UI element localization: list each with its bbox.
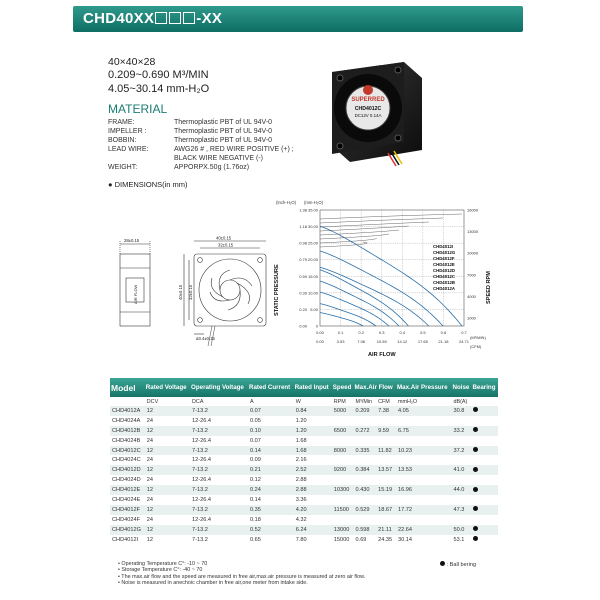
table-cell: CHD4024E <box>112 496 141 503</box>
table-cell <box>471 426 498 436</box>
table-cell: 0.14 <box>248 446 294 456</box>
table-cell <box>471 446 498 456</box>
table-cell: 0.529 <box>354 505 377 515</box>
table-cell <box>471 505 498 515</box>
table-cell: CHD4012E <box>110 485 145 495</box>
legend-item: CHD4012I <box>433 244 454 249</box>
material-row: BOBBIN: Thermoplastic PBT of UL 94V-0 <box>108 137 273 144</box>
table-cell <box>354 416 377 426</box>
front-inner-label: 32±0.15 <box>218 242 234 248</box>
table-header-row <box>110 378 498 397</box>
y2-axis-label: SPEED RPM <box>486 271 492 304</box>
table-cell <box>376 455 396 465</box>
table-cell <box>354 495 377 505</box>
table-cell: 8000 <box>332 446 354 456</box>
brand-logo-icon <box>363 85 373 95</box>
y-tick-inch: 0.20 <box>299 306 307 312</box>
table-cell: 0.14 <box>249 496 261 503</box>
col-operating-voltage: Operating Voltage <box>190 378 248 397</box>
note-line: • Noise is measured in anechoic chamber in free air,one meter from intake side. <box>118 580 308 587</box>
table-cell <box>471 416 498 426</box>
x-axis-label: AIR FLOW <box>368 352 396 358</box>
table-cell: 0.209 <box>354 406 377 416</box>
table-cell <box>452 455 472 465</box>
table-cell <box>471 475 498 485</box>
table-cell: 4.05 <box>396 406 452 416</box>
table-cell <box>396 436 452 446</box>
table-cell: CHD4012A <box>110 406 145 416</box>
table-cell: 9200 <box>332 465 354 475</box>
x-tick-cmm: 0.4 <box>399 330 406 335</box>
table-cell <box>452 475 472 485</box>
table-row <box>110 525 498 535</box>
table-cell: 24 <box>146 516 154 523</box>
table-cell: 4.32 <box>295 516 307 523</box>
y-tick-inch: 0.00 <box>299 323 307 329</box>
table-cell: 0.05 <box>249 417 261 424</box>
y-tick-inch: 0.39 <box>299 290 307 296</box>
ball-bearing-icon <box>473 467 478 472</box>
table-cell: CHD4024A <box>112 417 141 424</box>
table-cell: 11.82 <box>376 446 396 456</box>
y-tick-mm: 15.00 <box>307 273 318 279</box>
rpm-ticks <box>467 208 479 321</box>
table-cell <box>332 436 354 446</box>
dimensions-heading: ● DIMENSIONS(in mm) <box>108 180 188 189</box>
table-cell: 15.19 <box>376 485 396 495</box>
y-tick-inch: 0.59 <box>299 273 307 279</box>
table-cell: CHD4024F <box>112 516 140 523</box>
table-cell <box>396 495 452 505</box>
rpm-tick: 7000 <box>467 272 476 278</box>
table-cell: CHD4024C <box>112 457 141 464</box>
x-tick-cfm: 14.12 <box>397 339 408 344</box>
rpm-tick: 13000 <box>467 229 479 235</box>
table-cell: 0.10 <box>248 426 294 436</box>
table-cell: 0.52 <box>248 525 294 535</box>
table-cell: 0.07 <box>248 406 294 416</box>
table-cell <box>332 416 354 426</box>
table-cell: 22.64 <box>396 525 452 535</box>
table-cell: dB(A) <box>453 398 468 405</box>
x-tick-cfm: 10.59 <box>376 339 387 344</box>
table-cell: DCA <box>192 398 204 405</box>
y-tick-mm: 5.00 <box>310 306 318 312</box>
table-cell <box>471 515 498 525</box>
table-cell: 1.20 <box>294 426 332 436</box>
table-cell: 13000 <box>332 525 354 535</box>
table-cell <box>452 495 472 505</box>
ball-bearing-icon <box>473 407 478 412</box>
legend-item: CHD4012G <box>433 250 456 255</box>
rpm-tick: 10000 <box>467 250 479 256</box>
table-cell: 12 <box>145 446 190 456</box>
x-tick-cmm: 0.1 <box>337 330 344 335</box>
table-cell <box>471 535 498 545</box>
table-cell: 44.0 <box>452 485 472 495</box>
table-row <box>110 436 498 446</box>
bearing-legend: : Ball bering <box>440 561 476 568</box>
rpm-tick: 1000 <box>467 315 476 321</box>
table-cell: mmH₂O <box>397 398 418 405</box>
table-cell: 50.0 <box>452 525 472 535</box>
table-cell: 0.21 <box>248 465 294 475</box>
table-cell: CHD4012C <box>110 446 145 456</box>
table-body <box>110 397 498 544</box>
table-cell <box>471 397 498 406</box>
ball-bearing-icon <box>473 506 478 511</box>
material-row: LEAD WIRE: AWG26 # , RED WIRE POSITIVE (+) ; <box>108 146 294 153</box>
spec-size: 40×40×28 <box>108 56 156 68</box>
col-noise: Noise <box>452 378 472 397</box>
table-cell: 6.75 <box>396 426 452 436</box>
y-tick-inch: 1.18 <box>299 224 307 230</box>
table-cell: 0.07 <box>249 437 261 444</box>
table-cell: W <box>295 398 301 405</box>
table-cell: 21.11 <box>376 525 396 535</box>
x-tick-cfm: 24.71 <box>458 339 470 344</box>
table-cell: 15000 <box>333 536 350 543</box>
placeholder-box <box>183 12 195 24</box>
y-tick-mm: 30.00 <box>307 224 318 230</box>
ball-bearing-icon <box>473 536 478 541</box>
y-tick-mm: 20.00 <box>307 257 318 263</box>
spec-table <box>110 378 498 544</box>
table-cell <box>332 475 354 485</box>
note-line: • Storage Temperature C°: -40 ~ 70 <box>118 567 203 574</box>
y-tick-mm: 25.00 <box>307 240 318 246</box>
table-cell: 0.69 <box>355 536 367 543</box>
table-cell: 13.57 <box>376 465 396 475</box>
table-cell <box>452 416 472 426</box>
table-cell <box>376 495 396 505</box>
table-cell: 12 <box>145 406 190 416</box>
x-tick-cmm: 0.3 <box>378 330 385 335</box>
table-cell: 0.84 <box>294 406 332 416</box>
table-cell: 12 <box>145 525 190 535</box>
rpm-tick: 16000 <box>467 207 479 213</box>
table-cell: 12 <box>145 485 190 495</box>
table-cell: 3.36 <box>295 496 307 503</box>
table-row <box>110 416 498 426</box>
table-cell: RPM <box>333 398 346 405</box>
col-max-air-pressure: Max.Air Pressure <box>396 378 452 397</box>
table-cell: 12-26.4 <box>192 496 212 503</box>
material-row: BLACK WIRE NEGATIVE (-) <box>174 155 263 162</box>
placeholder-box <box>155 12 167 24</box>
x-unit-top: (M³/MIN) <box>470 335 486 340</box>
dimension-drawings <box>112 234 267 349</box>
performance-chart <box>268 196 498 364</box>
x-tick-cfm: 21.18 <box>438 339 449 344</box>
table-cell: 7-13.2 <box>190 406 248 416</box>
material-row: WEIGHT: APPORPX.50g (1.76oz) <box>108 164 250 171</box>
table-cell: DCV <box>146 398 159 405</box>
table-cell: 7-13.2 <box>190 465 248 475</box>
table-cell: 0.384 <box>354 465 377 475</box>
table-cell: 24 <box>146 477 154 484</box>
table-cell <box>332 455 354 465</box>
table-cell: 0.24 <box>248 485 294 495</box>
col-max-air-flow: Max.Air Flow <box>354 378 396 397</box>
table-cell <box>471 436 498 446</box>
ball-bearing-icon <box>473 526 478 531</box>
table-cell: CHD4012F <box>110 505 145 515</box>
table-cell <box>376 515 396 525</box>
table-row <box>110 446 498 456</box>
front-inner-v-label: 32±0.15 <box>188 284 193 300</box>
table-cell: 12-26.4 <box>192 457 212 464</box>
y-unit-inch: (Inch-H₂O) <box>276 200 297 205</box>
note-line: • The max.air flow and the speed are measured in free air,max.air pressure is measured at zero air flow. <box>118 573 366 580</box>
y-tick-inch: 0.79 <box>299 257 307 263</box>
table-cell: 6.24 <box>294 525 332 535</box>
table-cell: 0.430 <box>354 485 377 495</box>
table-cell: 5000 <box>332 406 354 416</box>
table-cell: 0.09 <box>249 457 261 464</box>
table-cell <box>376 416 396 426</box>
table-cell: 10300 <box>332 485 354 495</box>
ball-bearing-icon <box>440 561 445 566</box>
table-cell: M³/Min <box>355 398 373 405</box>
table-cell: 13.53 <box>396 465 452 475</box>
table-cell <box>332 515 354 525</box>
table-units-row <box>110 397 498 406</box>
table-cell: 2.52 <box>294 465 332 475</box>
note-line: • Operating Temperature C°: -10 ~ 70 <box>118 561 208 567</box>
table-cell: 0.18 <box>249 516 261 523</box>
table-cell: 12 <box>145 505 190 515</box>
x-tick-cmm: 0.6 <box>440 330 447 335</box>
table-cell: 24.35 <box>378 536 393 543</box>
table-cell: 7-13.2 <box>192 536 208 543</box>
table-cell: 10.23 <box>396 446 452 456</box>
table-cell: 12-26.4 <box>192 477 212 484</box>
table-cell: 47.3 <box>452 505 472 515</box>
table-row <box>110 455 498 465</box>
table-row <box>110 505 498 515</box>
side-width-label: 28±0.15 <box>124 238 140 243</box>
table-cell: 12-26.4 <box>192 437 212 444</box>
table-cell <box>396 515 452 525</box>
x-tick-cfm: 17.65 <box>417 339 428 344</box>
table-cell: CHD4012D <box>110 465 145 475</box>
table-cell: 1.68 <box>294 446 332 456</box>
legend-item: CHD4012A <box>433 286 455 291</box>
spec-pressure: 4.05~30.14 mm-H₂O <box>108 83 210 95</box>
table-cell: 53.1 <box>453 536 465 543</box>
table-cell <box>376 436 396 446</box>
table-cell <box>354 455 377 465</box>
chart-legend <box>433 244 456 291</box>
table-cell: 7-13.2 <box>190 525 248 535</box>
table-cell: 4.20 <box>294 505 332 515</box>
legend-item: CHD4012D <box>433 268 455 273</box>
placeholder-box <box>169 12 181 24</box>
table-cell: 7-13.2 <box>190 446 248 456</box>
fan-photo <box>318 58 426 170</box>
table-row <box>110 406 498 416</box>
table-cell: 12 <box>145 426 190 436</box>
table-cell <box>452 436 472 446</box>
table-cell: A <box>249 398 254 405</box>
table-cell <box>452 515 472 525</box>
legend-item: CHD4012B <box>433 280 455 285</box>
table-row <box>110 535 498 545</box>
y-tick-mm: 0 <box>315 323 318 329</box>
table-cell: 0.598 <box>354 525 377 535</box>
table-cell: 17.72 <box>396 505 452 515</box>
table-cell <box>471 455 498 465</box>
ball-bearing-icon <box>473 487 478 492</box>
y-tick-mm: 35.00 <box>307 207 318 213</box>
table-cell: CFM <box>378 398 390 405</box>
rpm-tick: 4000 <box>467 293 476 299</box>
legend-item: CHD4012C <box>433 274 455 279</box>
table-cell: CHD4012G <box>110 525 145 535</box>
header-banner <box>73 6 523 32</box>
hole-label: ø3.4±0.15 <box>196 336 215 341</box>
table-cell: 16.96 <box>396 485 452 495</box>
table-cell: 41.0 <box>452 465 472 475</box>
spec-airflow: 0.209~0.690 M³/MIN <box>108 69 209 81</box>
legend-item: CHD4012F <box>433 256 455 261</box>
table-cell <box>396 416 452 426</box>
table-cell: 30.8 <box>452 406 472 416</box>
x-ticks <box>316 330 470 344</box>
table-cell: 7.80 <box>295 536 307 543</box>
table-cell: 0.12 <box>249 477 261 484</box>
page-title: CHD40XX -XX <box>83 10 223 27</box>
table-cell: 24 <box>146 457 154 464</box>
ball-bearing-icon <box>473 427 478 432</box>
x-unit-bottom: (CFM) <box>470 344 482 349</box>
col-rated-voltage: Rated Voltage <box>145 378 190 397</box>
table-cell: 7.38 <box>376 406 396 416</box>
table-cell: 0.65 <box>249 536 261 543</box>
table-cell <box>376 475 396 485</box>
y-unit-mm: (mm-H₂O) <box>304 200 324 205</box>
spec-table-wrap <box>110 378 498 544</box>
table-row <box>110 475 498 485</box>
col-speed: Speed <box>332 378 354 397</box>
x-tick-cfm: 0.00 <box>316 339 324 344</box>
table-cell: 0.35 <box>248 505 294 515</box>
y-ticks-inch <box>299 208 308 329</box>
y-tick-mm: 10.00 <box>307 290 318 296</box>
material-row: IMPELLER : Thermoplastic PBT of UL 94V-0 <box>108 128 273 135</box>
table-row <box>110 495 498 505</box>
table-row <box>110 515 498 525</box>
material-heading: MATERIAL <box>108 102 168 116</box>
table-cell: 30.14 <box>397 536 412 543</box>
table-cell <box>471 485 498 495</box>
table-cell: 12-26.4 <box>192 516 212 523</box>
col-bearing: Bearing <box>471 378 498 397</box>
table-cell: CHD4012B <box>110 426 145 436</box>
table-cell: 24 <box>146 437 154 444</box>
table-cell: 18.67 <box>376 505 396 515</box>
material-row: FRAME: Thermoplastic PBT of UL 94V-0 <box>108 119 273 126</box>
table-cell: 6500 <box>332 426 354 436</box>
table-cell: 1.68 <box>295 437 307 444</box>
table-row <box>110 465 498 475</box>
front-width-label: 40±0.15 <box>216 235 232 241</box>
table-cell: 2.88 <box>294 485 332 495</box>
y-tick-inch: 0.98 <box>299 240 307 246</box>
table-cell <box>471 406 498 416</box>
table-cell <box>471 465 498 475</box>
table-cell: 0.272 <box>354 426 377 436</box>
table-cell <box>110 397 145 406</box>
table-cell <box>396 475 452 485</box>
table-cell <box>471 525 498 535</box>
table-cell: 7-13.2 <box>190 485 248 495</box>
table-cell: 24 <box>146 417 154 424</box>
table-cell: 2.16 <box>295 457 307 464</box>
x-tick-cfm: 7.06 <box>357 339 366 344</box>
x-tick-cfm: 3.53 <box>336 339 345 344</box>
x-tick-cmm: 0.00 <box>316 330 324 335</box>
x-tick-cmm: 0.7 <box>461 330 467 335</box>
table-cell: 12 <box>146 536 154 543</box>
table-cell <box>471 495 498 505</box>
y-tick-inch: 1.38 <box>299 207 307 213</box>
table-cell: 12 <box>145 465 190 475</box>
table-cell: 7-13.2 <box>190 505 248 515</box>
y-ticks-mm <box>308 208 319 329</box>
table-cell: CHD4024D <box>112 477 141 484</box>
flow-direction-label: AIR FLOW <box>133 284 138 304</box>
photo-rating: DC12V 0.14A <box>354 113 382 118</box>
x-tick-cmm: 0.2 <box>358 330 364 335</box>
legend-item: CHD4012E <box>433 262 455 267</box>
table-cell: 9.59 <box>376 426 396 436</box>
table-row <box>110 426 498 436</box>
ball-bearing-icon <box>473 447 478 452</box>
table-cell: 0.335 <box>354 446 377 456</box>
table-cell: 2.88 <box>295 477 307 484</box>
table-cell: 12-26.4 <box>192 417 212 424</box>
y-axis-label: STATIC PRESSURE <box>274 264 280 316</box>
col-model: Model <box>110 378 145 397</box>
table-cell: 7-13.2 <box>190 426 248 436</box>
table-cell: 1.20 <box>295 417 307 424</box>
table-cell <box>354 475 377 485</box>
table-cell <box>396 455 452 465</box>
table-row <box>110 485 498 495</box>
table-cell <box>354 436 377 446</box>
photo-brand: SUPERRED <box>351 97 385 103</box>
x-tick-cmm: 0.5 <box>420 330 426 335</box>
front-height-label: 40±0.15 <box>178 284 183 300</box>
table-cell: 37.2 <box>452 446 472 456</box>
table-cell <box>354 515 377 525</box>
table-cell <box>332 495 354 505</box>
col-rated-current: Rated Current <box>248 378 294 397</box>
table-cell: CHD4012I <box>112 536 139 543</box>
col-rated-input: Rated Input <box>294 378 332 397</box>
table-cell: CHD4024B <box>112 437 141 444</box>
table-cell: 24 <box>146 496 154 503</box>
table-cell: 33.2 <box>452 426 472 436</box>
table-cell: 11500 <box>332 505 354 515</box>
photo-model: CHD4012C <box>354 106 382 112</box>
